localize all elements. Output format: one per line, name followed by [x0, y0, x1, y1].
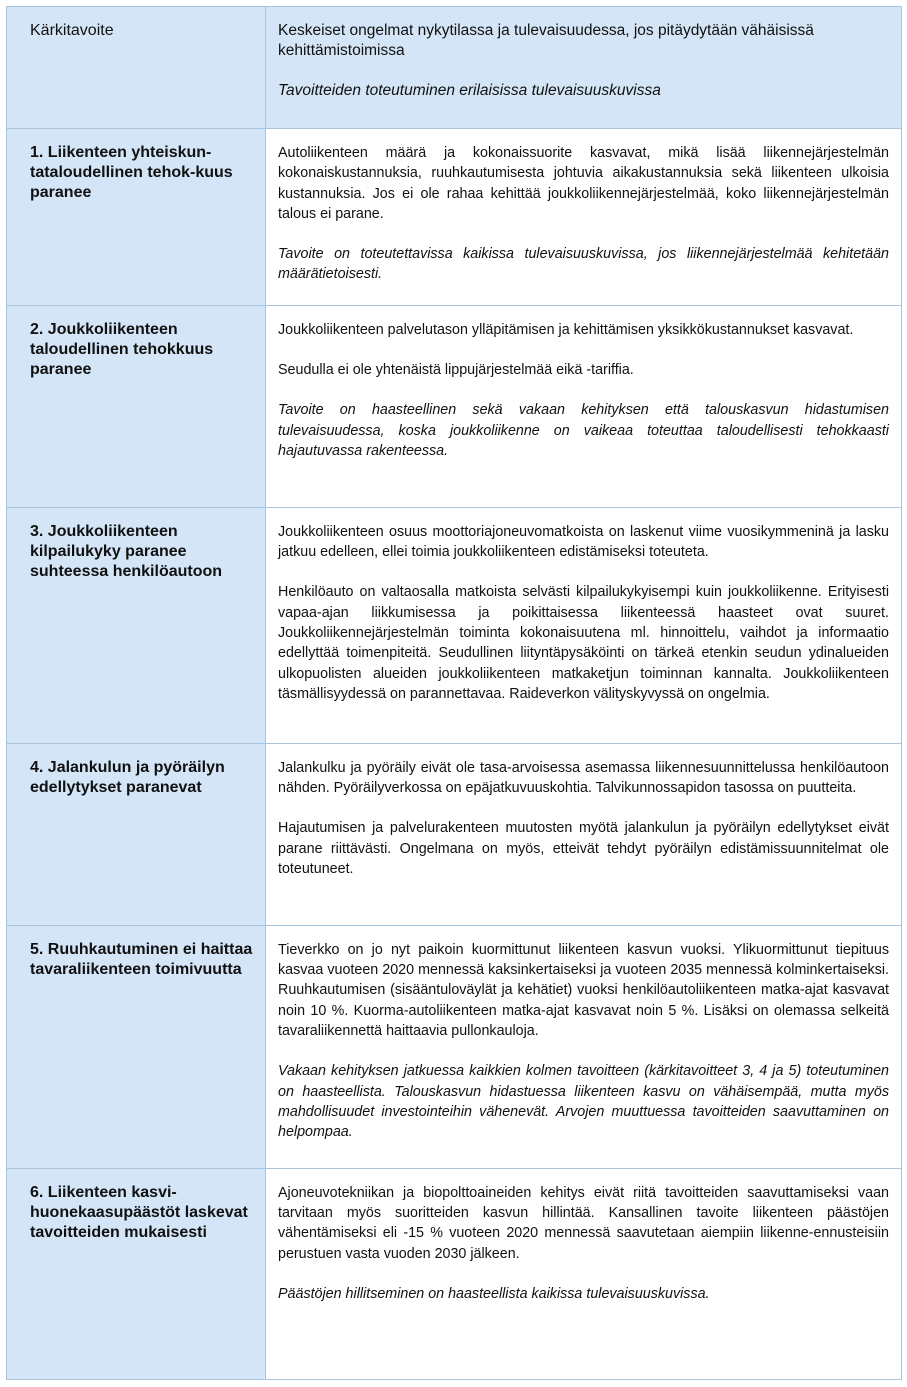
- problem-paragraph: Henkilöauto on valtaosalla matkoista selvästi kilpailukykyisempi kuin joukkoliikenne. Erityisesti vapaa-ajan liikkumisessa ja poikittaisessa liikenteessä haasteet ovat suuret. Joukkoliikennejärjestelmän toiminta kokonaisuutena ml. hinnoittelu, vaihdot ja informaatio edellyttää toimenpiteitä. Seudullinen liityntäpysäköinti on tärkeä etenkin seudun ydinalueiden ulkopuolisten alueiden joukkoliikenteen matkaketjun toiminnan kannalta. Joukkoliikenteen täsmällisyydessä on parannettavaa. Raideverkon välityskyvyssä on ongelmia.: [278, 584, 889, 702]
- goal-cell: [7, 129, 266, 306]
- header-scenarios-label: Tavoitteiden toteutuminen erilaisissa tulevaisuuskuvissa: [278, 82, 661, 99]
- problem-paragraph: Autoliikenteen määrä ja kokonaissuorite kasvavat, mikä lisää liikennejärjestelmän kokonaiskustannuksia, ruuhkautumisesta johtuvia aikakustannuksia sekä liikenteen ulkoisia kustannuksia. Jos ei ole rahaa kehittää joukkoliikennejärjestelmää, koko liikennejärjestelmän talous ei parane.: [278, 145, 889, 222]
- problems-cell: [266, 305, 902, 507]
- table-row: [7, 305, 902, 507]
- problems-cell: [266, 925, 902, 1168]
- goal-title: 4. Jalankulun ja pyöräilyn edellytykset paranevat: [30, 758, 225, 796]
- goal-cell: [7, 925, 266, 1168]
- goal-cell: [7, 305, 266, 507]
- goals-table: [6, 6, 902, 1380]
- table-header-row: [7, 7, 902, 129]
- goal-title: 6. Liikenteen kasvi-huonekaasupäästöt laskevat tavoitteiden mukaisesti: [30, 1183, 248, 1241]
- problems-cell: [266, 743, 902, 925]
- goal-cell: [7, 743, 266, 925]
- goal-title: 3. Joukkoliikenteen kilpailukyky paranee suhteessa henkilöautoon: [30, 522, 223, 580]
- problem-paragraph: Jalankulku ja pyöräily eivät ole tasa-arvoisessa asemassa liikennesuunnittelussa henkilöautoon nähden. Pyöräilyverkossa on epäjatkuvuuskohtia. Talvikunnossapidon tasossa on puutteita.: [278, 759, 889, 797]
- scenario-paragraph: Tavoite on haasteellinen sekä vakaan kehityksen että talouskasvun hidastumisen tulevaisuudessa, koska joukkoliikenne on vaikeaa toteuttaa taloudellisesti tehokkaasti hajautuvassa rakenteessa.: [278, 402, 889, 459]
- header-goal-cell: [7, 7, 266, 129]
- scenario-paragraph: Vakaan kehityksen jatkuessa kaikkien kolmen tavoitteen (kärkitavoitteet 3, 4 ja 5) toteutuminen on haasteellista. Talouskasvun hidastuessa liikenteen kasvu on vähäisempää, mutta myös mahdollisuudet investointeihin vähenevät. Arvojen muuttuessa tavoitteiden saavuttaminen on helpompaa.: [278, 1063, 889, 1141]
- goal-title: 1. Liikenteen yhteiskun-tataloudellinen tehok-kuus paranee: [30, 144, 233, 201]
- problem-paragraph: Joukkoliikenteen osuus moottoriajoneuvomatkoista on laskenut viime vuosikymmeninä ja lasku jatkuu edelleen, ellei toimia joukkoliikenteen edistämiseksi toteuteta.: [278, 523, 889, 561]
- goal-cell: [7, 1168, 266, 1379]
- goal-title: 5. Ruuhkautuminen ei haittaa tavaraliikenteen toimivuutta: [30, 940, 253, 978]
- header-problems-cell: [266, 7, 902, 129]
- table-row: [7, 925, 902, 1168]
- problems-cell: [266, 507, 902, 743]
- problem-paragraph: Joukkoliikenteen palvelutason ylläpitämisen ja kehittämisen yksikkökustannukset kasvavat.: [278, 321, 854, 338]
- table-row: [7, 129, 902, 306]
- scenario-paragraph: Päästöjen hillitseminen on haasteellista kaikissa tulevaisuuskuvissa.: [278, 1285, 710, 1302]
- table-row: [7, 1168, 902, 1379]
- problem-paragraph: Tieverkko on jo nyt paikoin kuormittunut liikenteen kasvun vuoksi. Ylikuormittunut tiepituus kasvaa vuoteen 2020 mennessä kaksinkertaiseksi ja vuoteen 2035 mennessä kolminkertaiseksi. Ruuhkautumisen (sisääntuloväylät ja kehätiet) vuoksi henkilöautoliikenteen matka-ajat kasvavat noin 10 %. Kuorma-autoliikenteen matka-ajat kasvavat noin 5 %. Lisäksi on olemassa selkeitä tavaraliikennettä haittaavia pullonkauloja.: [278, 941, 889, 1039]
- problem-paragraph: Hajautumisen ja palvelurakenteen muutosten myötä jalankulun ja pyöräilyn edellytykset eivät parane riittävästi. Ongelmana on myös, etteivät tehdyt pyöräilyn edistämissuunnitelmat ole toteutuneet.: [278, 820, 889, 877]
- problems-cell: [266, 1168, 902, 1379]
- goal-title: 2. Joukkoliikenteen taloudellinen tehokkuus paranee: [30, 320, 214, 378]
- table-row: [7, 743, 902, 925]
- problem-paragraph: Ajoneuvotekniikan ja biopolttoaineiden kehitys eivät riitä tavoitteiden saavuttamiseksi vaan tarvitaan myös suoritteiden kasvun hillintää. Kansallinen tavoite liikenteen päästöjen vähentämiseksi eli -15 % vuoteen 2020 mennessä saavutetaan aiempiin liikenne-ennusteisiin perustuen vasta vuoden 2030 jälkeen.: [278, 1184, 889, 1262]
- scenario-paragraph: Tavoite on toteutettavissa kaikissa tulevaisuuskuvissa, jos liikennejärjestelmää kehitetään määrätietoisesti.: [278, 246, 889, 283]
- table-row: [7, 507, 902, 743]
- goal-cell: [7, 507, 266, 743]
- problem-paragraph: Seudulla ei ole yhtenäistä lippujärjestelmää eikä -tariffia.: [278, 362, 634, 379]
- header-goal-label: Kärkitavoite: [30, 22, 114, 39]
- problems-cell: [266, 129, 902, 306]
- header-problems-label: Keskeiset ongelmat nykytilassa ja tulevaisuudessa, jos pitäydytään vähäisissä kehittämistoimissa: [278, 22, 814, 59]
